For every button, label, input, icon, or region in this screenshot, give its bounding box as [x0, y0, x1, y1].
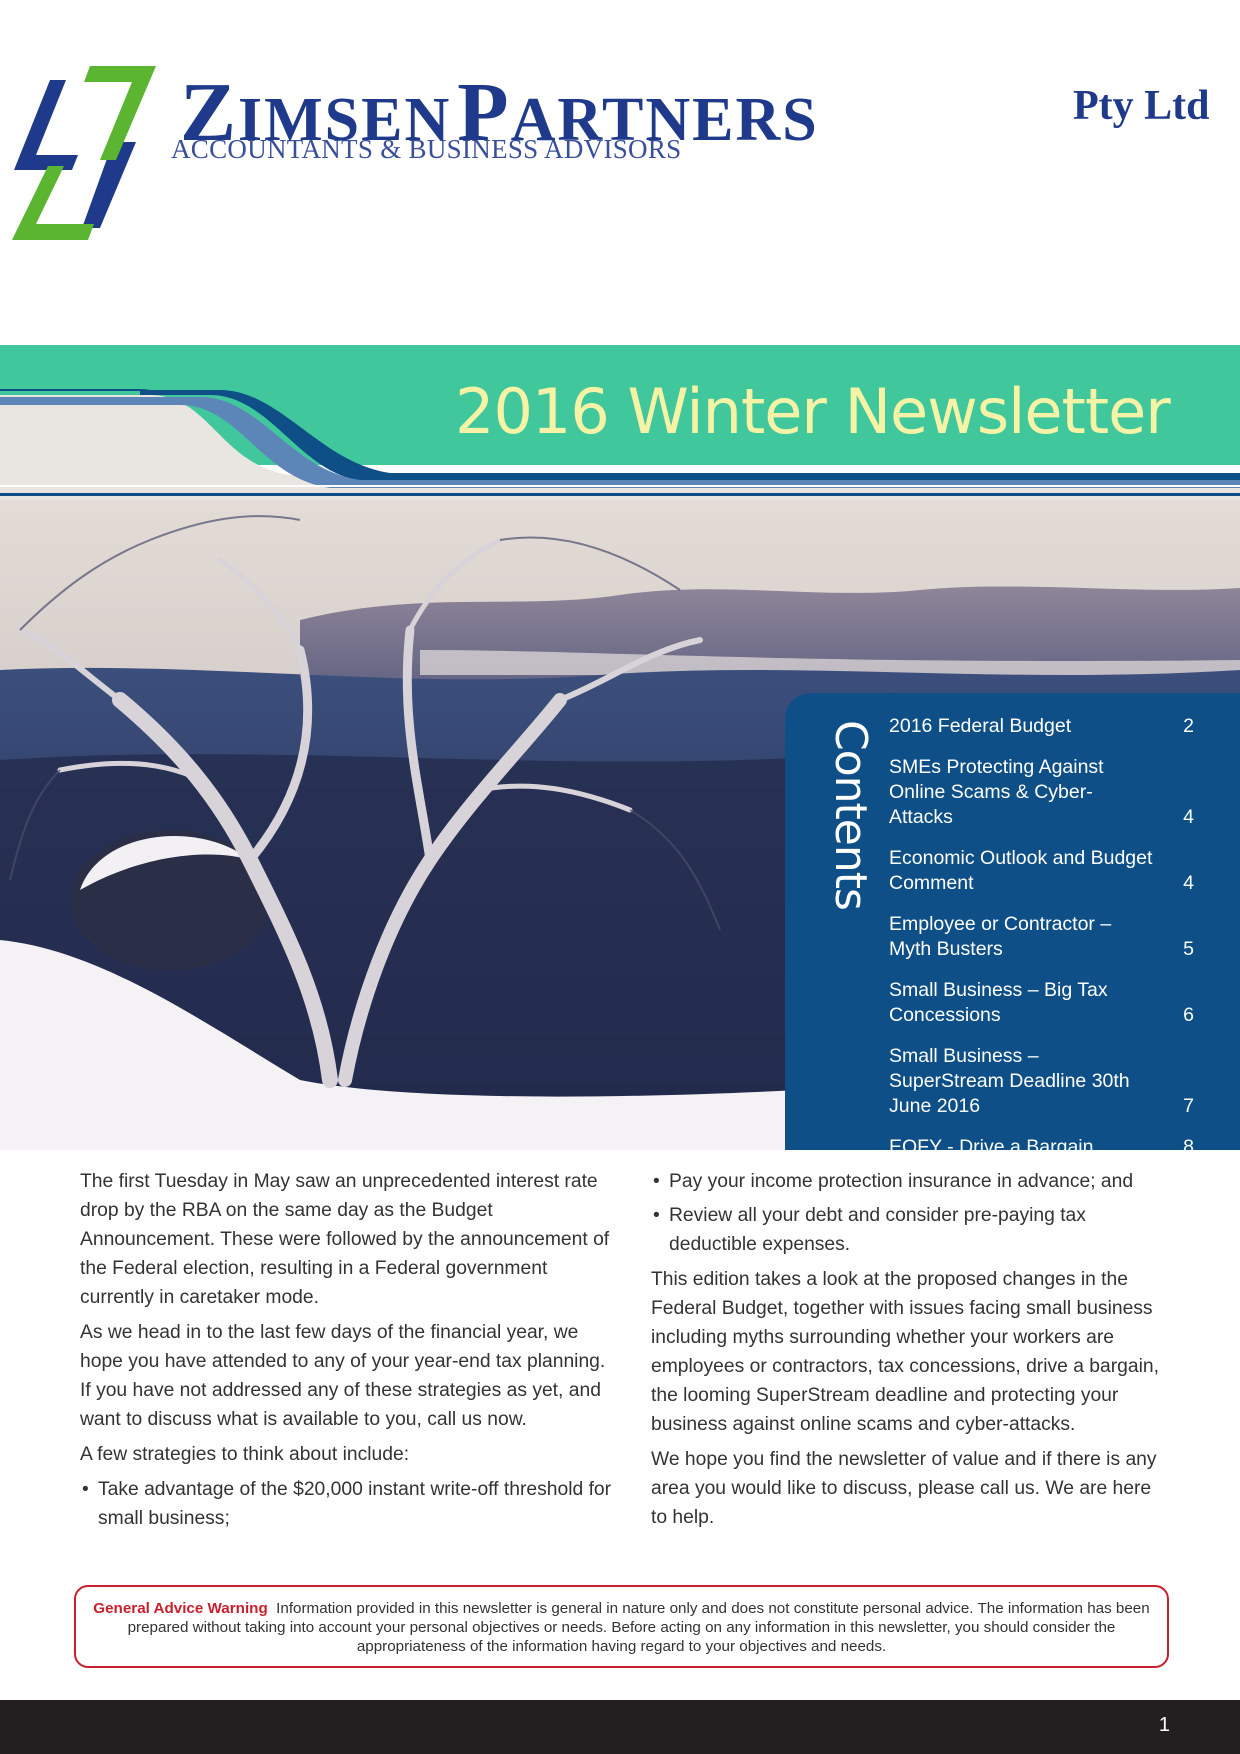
- contents-heading-text: Contents: [825, 720, 876, 910]
- company-logo: [8, 60, 1238, 250]
- company-name-artners: ARTNERS: [510, 86, 819, 154]
- toc-item-page: 6: [1183, 1004, 1194, 1026]
- company-suffix: Pty Ltd: [1073, 83, 1210, 129]
- newsletter-title: 2016 Winter Newsletter: [455, 375, 1170, 448]
- body-column-right: [651, 1167, 1171, 1538]
- strategies-intro: A few strategies to think about include:: [80, 1444, 410, 1465]
- contents-heading: [818, 720, 878, 920]
- toc-item-page: 4: [1183, 872, 1194, 894]
- body-column-left: [80, 1167, 620, 1538]
- toc-item-label: 2016 Federal Budget: [889, 715, 1072, 737]
- zp-logo-mark-icon: [8, 60, 158, 245]
- page-footer: [0, 1700, 1240, 1754]
- toc-item[interactable]: [889, 912, 1194, 962]
- intro-paragraph: The first Tuesday in May saw an unprecedented interest rate drop by the RBA on the same day as the Budget Announcement. These were followed by the announcement of the Federal election, resulting in a Federal government currently in caretaker mode.: [80, 1171, 610, 1308]
- toc-item-page: 5: [1183, 938, 1194, 960]
- toc-item-page: 7: [1183, 1095, 1194, 1117]
- year-end-paragraph: As we head in to the last few days of the financial year, we hope you have attended to any of your year-end tax planning. If you have not addressed any of these strategies as yet, and want to discuss what is available to you, call us now.: [80, 1322, 606, 1430]
- toc-list: [889, 714, 1194, 1176]
- strategy-bullet: • Pay your income protection insurance in advance; and: [651, 1167, 1171, 1196]
- toc-item-page: 4: [1183, 806, 1194, 828]
- toc-item-page: 8: [1183, 1136, 1194, 1158]
- toc-item-label: Economic Outlook and Budget Comment: [889, 847, 1153, 894]
- warning-title: General Advice Warning: [93, 1600, 268, 1617]
- toc-item[interactable]: [889, 1135, 1194, 1160]
- strategy-bullet: • Review all your debt and consider pre-paying tax deductible expenses.: [651, 1201, 1171, 1259]
- toc-item[interactable]: [889, 978, 1194, 1028]
- toc-item-label: EOFY - Drive a Bargain: [889, 1136, 1094, 1158]
- company-name-z: Z: [180, 66, 239, 159]
- general-advice-warning: [74, 1585, 1169, 1668]
- warning-text: Information provided in this newsletter is general in nature only and does not constitute personal advice. The information has been prepared without taking into account your personal objectives or needs. Before acting on any information in this newsletter, you should consider the appropriateness of the information having regard to your objectives and needs.: [127, 1600, 1150, 1655]
- toc-item-label: Employee or Contractor – Myth Busters: [889, 913, 1112, 960]
- toc-item[interactable]: [889, 1044, 1194, 1119]
- toc-item[interactable]: [889, 755, 1194, 830]
- company-name-p: P: [457, 66, 511, 159]
- toc-item[interactable]: [889, 714, 1194, 739]
- company-name-imsen: IMSEN: [238, 86, 452, 154]
- toc-item-page: 2: [1183, 715, 1194, 737]
- edition-overview-paragraph: This edition takes a look at the proposed changes in the Federal Budget, together with issues facing small business including myths surrounding whether your workers are employees or contractors, tax concessions, drive a bargain, the looming SuperStream deadline and protecting your business against online scams and cyber-attacks.: [651, 1269, 1159, 1435]
- toc-item[interactable]: [889, 846, 1194, 896]
- strategy-bullet: • Take advantage of the $20,000 instant write-off threshold for small business;: [80, 1475, 620, 1533]
- toc-item-label: SMEs Protecting Against Online Scams & Cyber-Attacks: [889, 756, 1104, 828]
- toc-item-label: Small Business – Big Tax Concessions: [889, 979, 1108, 1026]
- toc-item-label: Small Business – SuperStream Deadline 30th June 2016: [889, 1045, 1130, 1117]
- page-number: 1: [1158, 1714, 1170, 1736]
- closing-paragraph: We hope you find the newsletter of value and if there is any area you would like to discuss, please call us. We are here to help.: [651, 1449, 1157, 1528]
- company-tagline: ACCOUNTANTS & BUSINESS ADVISORS: [171, 134, 682, 164]
- newsletter-banner: [0, 345, 1240, 505]
